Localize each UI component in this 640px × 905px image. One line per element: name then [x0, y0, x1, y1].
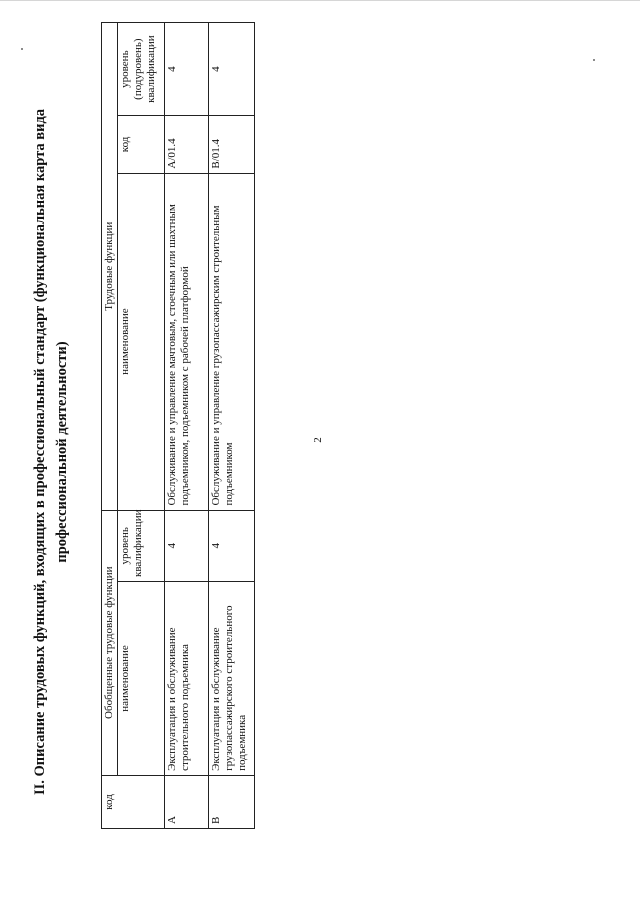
row-generalized-name: Эксплуатация и обслуживание грузопассажирского строительного подъемника [209, 582, 255, 776]
row-generalized-name: Эксплуатация и обслуживание строительного подъемника [165, 582, 209, 776]
table-row [209, 23, 255, 829]
table-row [165, 23, 209, 829]
section-title-line-2: профессиональной деятельности) [54, 341, 70, 563]
row-labor-name: Обслуживание и управление мачтовым, стоечным или шахтным подъемником, подъемником с рабочей платформой [165, 173, 209, 510]
section-title [29, 22, 73, 882]
header-generalized-level: уровень квалификации [118, 510, 165, 582]
header-generalized-name: наименование [118, 582, 165, 776]
scan-edge-line [0, 0, 640, 1]
row-generalized-level: 4 [165, 510, 209, 582]
row-labor-code: B/01.4 [209, 116, 255, 173]
header-labor-level: уровень (подуровень) квалификации [118, 23, 165, 116]
row-labor-code: A/01.4 [165, 116, 209, 173]
page-number: 2 [312, 437, 324, 443]
row-labor-level: 4 [165, 23, 209, 116]
section-title-line-1: II. Описание трудовых функций, входящих в профессиональный стандарт (функциональная карта вида [32, 108, 48, 796]
header-row-subcolumns [118, 23, 165, 829]
functional-map-table [101, 22, 255, 829]
header-code: код [102, 775, 165, 828]
row-labor-level: 4 [209, 23, 255, 116]
header-row-groups [102, 23, 118, 829]
header-generalized-functions: Обобщенные трудовые функции [102, 510, 118, 775]
header-labor-functions: Трудовые функции [102, 23, 118, 511]
row-code: B [209, 775, 255, 828]
rotated-page-content [0, 22, 640, 882]
header-labor-code: код [118, 116, 165, 173]
row-code: A [165, 775, 209, 828]
row-generalized-level: 4 [209, 510, 255, 582]
row-labor-name: Обслуживание и управление грузопассажирским строительным подъемником [209, 173, 255, 510]
header-labor-name: наименование [118, 173, 165, 510]
